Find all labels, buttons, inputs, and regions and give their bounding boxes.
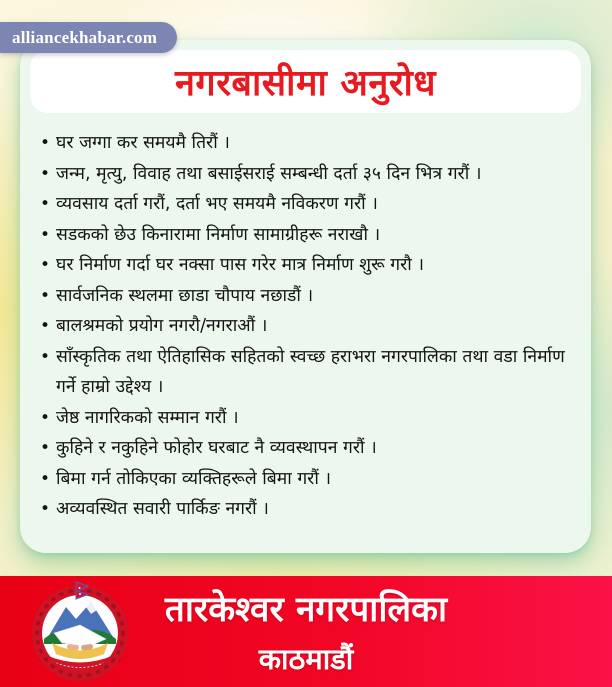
list-item-text: सार्वजनिक स्थलमा छाडा चौपाय नछाडौं । (56, 285, 314, 306)
watermark-text: alliancekhabar.com (12, 28, 158, 47)
bullet-icon: • (40, 224, 51, 245)
list-item-text: जेष्ठ नागरिकको सम्मान गरौं । (56, 407, 239, 428)
footer-text-block (0, 583, 612, 680)
list-item-text: सडकको छेउ किनारामा निर्माण सामाग्रीहरू नराखौ । (56, 224, 381, 245)
list-item (40, 281, 577, 312)
footer-banner (0, 576, 612, 687)
bullet-icon: • (40, 194, 51, 214)
list-item-text: घर जग्गा कर समयमै तिरौं । (56, 133, 230, 153)
list-item (40, 128, 577, 159)
municipality-name: तारकेश्वर नगरपालिका (164, 590, 448, 630)
notice-card (20, 40, 591, 553)
bullet-icon: • (40, 407, 51, 428)
bullet-icon: • (40, 255, 51, 275)
city-name: काठमाडौं (258, 642, 354, 676)
list-item (40, 433, 577, 464)
list-item (40, 342, 577, 403)
bullet-icon: • (40, 316, 51, 336)
list-item (40, 189, 577, 220)
list-item-text: व्यवसाय दर्ता गरौं, दर्ता भए समयमै नविकरण गरौं । (56, 194, 378, 214)
list-item (40, 464, 577, 495)
list-item (40, 220, 577, 251)
bullet-icon: • (40, 499, 51, 519)
list-item (40, 250, 577, 281)
bullet-icon: • (40, 438, 51, 458)
list-item (40, 494, 577, 525)
list-item-text: बालश्रमको प्रयोग नगरौ/नगराऔं । (56, 316, 268, 336)
list-item (40, 159, 577, 190)
list-item (40, 403, 577, 434)
bullet-icon: • (40, 285, 51, 306)
list-item-text: साँस्कृतिक तथा ऐतिहासिक सहितको स्वच्छ हराभरा नगरपालिका तथा वडा निर्माण गर्ने हाम्रो उद्देश्य । (56, 346, 565, 397)
title-panel (30, 50, 581, 113)
list-item-text: अव्यवस्थित सवारी पार्किङ नगरौं । (56, 499, 269, 519)
page-title: नगरबासीमा अनुरोध (174, 63, 437, 104)
list-item-text: कुहिने र नकुहिने फोहोर घरबाट नै व्यवस्थापन गरौं । (56, 438, 377, 458)
bullet-icon: • (40, 346, 51, 367)
watermark-badge (0, 22, 177, 53)
bullet-icon: • (40, 468, 51, 489)
list-item-text: जन्म, मृत्यु, विवाह तथा बसाईसराई सम्बन्धी दर्ता ३५ दिन भित्र गरौं । (56, 163, 482, 184)
list-item-text: बिमा गर्न तोकिएका व्यक्तिहरूले बिमा गरौं । (56, 468, 332, 489)
list-item (40, 311, 577, 342)
bullet-icon: • (40, 163, 51, 184)
list-item-text: घर निर्माण गर्दा घर नक्सा पास गरेर मात्र निर्माण शुरू गरौ । (56, 255, 424, 275)
bullet-icon: • (40, 133, 51, 153)
request-list (40, 128, 577, 525)
